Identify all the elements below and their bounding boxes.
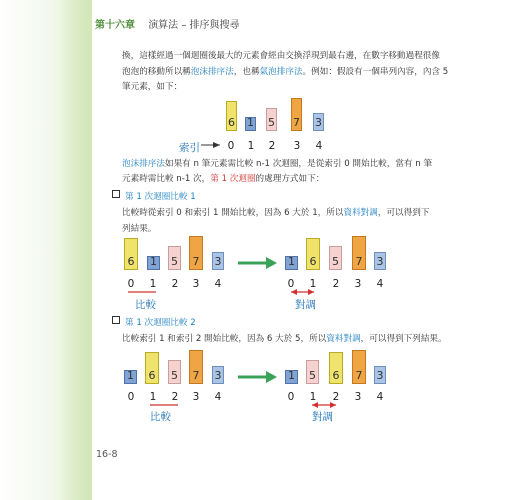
element-bar: 3 bbox=[374, 252, 386, 270]
element-bar: 1 bbox=[124, 370, 137, 384]
compare-label: 比較 bbox=[135, 299, 156, 311]
para2-text: 元素時需比較 n-1 次， bbox=[122, 174, 211, 184]
element-bar: 5 bbox=[306, 360, 319, 384]
index-number: 3 bbox=[293, 140, 301, 152]
term-swap: 資料對調 bbox=[343, 208, 378, 218]
element-bar: 1 bbox=[285, 370, 298, 384]
index-number: 0 bbox=[287, 391, 295, 403]
index-number: 1 bbox=[309, 391, 317, 403]
chapter-title: 演算法 – 排序與搜尋 bbox=[148, 20, 240, 31]
element-bar: 7 bbox=[189, 236, 203, 270]
element-bar: 6 bbox=[329, 352, 343, 384]
index-number: 4 bbox=[315, 140, 323, 152]
element-bar: 7 bbox=[189, 350, 203, 384]
index-number: 1 bbox=[149, 391, 157, 403]
step1-text: 比較時從索引 0 和索引 1 開始比較，因為 6 大於 1，所以 bbox=[122, 208, 344, 218]
index-number: 3 bbox=[192, 278, 200, 290]
element-bar: 7 bbox=[291, 98, 302, 131]
index-number: 3 bbox=[354, 278, 362, 290]
element-bar: 6 bbox=[124, 238, 138, 270]
index-number: 3 bbox=[354, 391, 362, 403]
element-bar: 6 bbox=[226, 101, 237, 131]
index-number: 0 bbox=[127, 278, 135, 290]
element-bar: 3 bbox=[212, 366, 224, 384]
element-bar: 7 bbox=[352, 350, 366, 384]
page-number: 16-8 bbox=[96, 449, 118, 460]
swap-label: 對調 bbox=[312, 411, 333, 423]
step2-heading-text: 第 1 次迴圈比較 2 bbox=[125, 318, 196, 328]
index-number: 3 bbox=[192, 391, 200, 403]
intro-text: 。例如：假設有一個串列內容，內含 5 bbox=[302, 67, 449, 77]
index-number: 2 bbox=[332, 278, 340, 290]
index-number: 4 bbox=[376, 391, 384, 403]
intro-text: 泡泡的移動所以稱 bbox=[122, 67, 191, 77]
step2-text: ，可以得到下列結果。 bbox=[360, 334, 447, 344]
element-bar: 6 bbox=[145, 352, 159, 384]
intro-line-1: 換，這樣經過一個迴圈後最大的元素會經由交換浮現到最右邊，在數字移動過程很像 bbox=[122, 51, 440, 61]
index-label: 索引 bbox=[179, 142, 200, 154]
element-bar: 3 bbox=[212, 252, 224, 270]
green-arrow-icon bbox=[238, 257, 277, 269]
step1-text: ，可以得到下 bbox=[377, 208, 430, 218]
index-number: 4 bbox=[214, 278, 222, 290]
intro-line-3: 筆元素，如下： bbox=[122, 82, 183, 92]
term-bubble-sort: 泡沫排序法 bbox=[122, 159, 165, 169]
step1-heading-text: 第 1 次迴圈比較 1 bbox=[125, 192, 196, 202]
step1-line-2: 列結果。 bbox=[122, 224, 157, 234]
element-bar: 5 bbox=[168, 360, 181, 384]
element-bar: 1 bbox=[247, 116, 254, 129]
index-number: 2 bbox=[171, 391, 179, 403]
swap-label: 對調 bbox=[295, 299, 316, 311]
term-swap: 資料對調 bbox=[326, 334, 361, 344]
index-number: 1 bbox=[309, 278, 317, 290]
index-number: 2 bbox=[171, 278, 179, 290]
element-bar: 1 bbox=[147, 256, 160, 270]
term-bubble-sort-alt: 氣泡排序法 bbox=[259, 67, 303, 77]
index-number: 4 bbox=[376, 278, 384, 290]
term-bubble-sort: 泡沫排序法 bbox=[190, 67, 234, 77]
index-number: 2 bbox=[268, 140, 276, 152]
element-bar: 3 bbox=[313, 113, 324, 131]
element-bar: 3 bbox=[374, 366, 386, 384]
index-number: 0 bbox=[227, 140, 235, 152]
green-arrow-icon bbox=[238, 371, 277, 383]
chapter-label: 第十六章 bbox=[95, 20, 135, 31]
para2-text: 如果有 n 筆元素需比較 n-1 次迴圈，是從索引 0 開始比較，當有 n 筆 bbox=[164, 159, 433, 169]
compare-label: 比較 bbox=[150, 411, 171, 423]
element-bar: 5 bbox=[266, 108, 277, 131]
element-bar: 5 bbox=[329, 246, 342, 270]
element-bar: 5 bbox=[168, 246, 181, 270]
index-number: 1 bbox=[149, 278, 157, 290]
index-number: 1 bbox=[247, 140, 255, 152]
index-number: 2 bbox=[332, 391, 340, 403]
intro-text: ，也稱 bbox=[233, 67, 260, 77]
element-bar: 6 bbox=[306, 238, 320, 270]
index-number: 0 bbox=[287, 278, 295, 290]
element-bar: 7 bbox=[352, 236, 366, 270]
index-number: 0 bbox=[127, 391, 135, 403]
step2-text: 比較索引 1 和索引 2 開始比較，因為 6 大於 5，所以 bbox=[122, 334, 327, 344]
term-first-loop: 第 1 次迴圈 bbox=[210, 174, 256, 184]
para2-text: 的處理方式如下： bbox=[255, 174, 325, 184]
element-bar: 1 bbox=[285, 256, 298, 270]
index-number: 4 bbox=[214, 391, 222, 403]
